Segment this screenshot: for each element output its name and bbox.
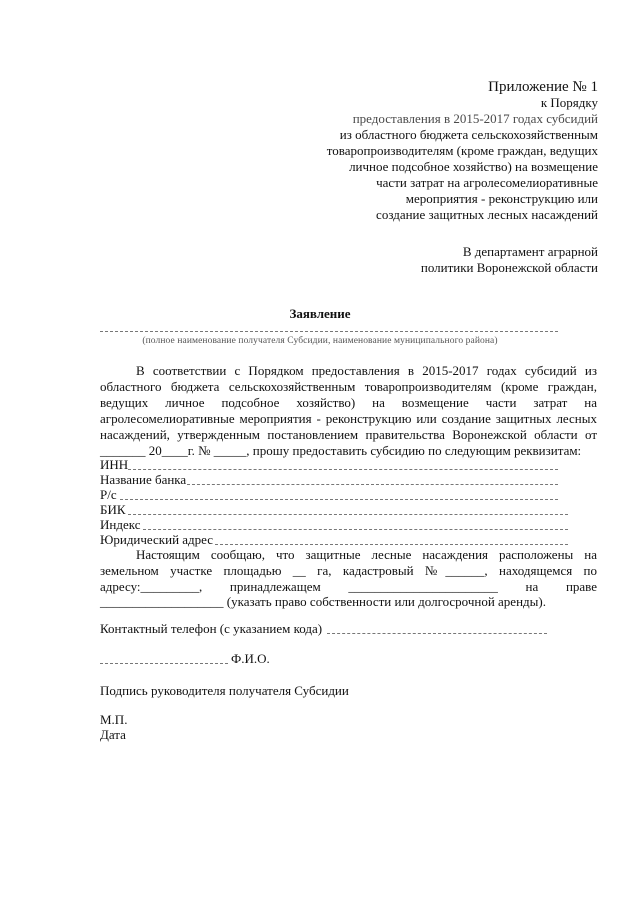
- body-date-line: _______ 20____г. № _____, прошу предоставить субсидию по следующим реквизитам:: [100, 443, 582, 458]
- contact-phone-field[interactable]: [327, 633, 547, 634]
- account-label: Р/с: [100, 487, 117, 502]
- appendix-line: предоставления в 2015-2017 годах субсидий: [352, 111, 598, 126]
- index-label: Индекс: [100, 517, 141, 532]
- body-line: областного бюджета сельскохозяйственным товаропроизводителям (кроме граждан,: [100, 379, 597, 394]
- body-line: агролесомелиоративные мероприятия - реконструкцию или создание защитных лесных: [100, 411, 597, 426]
- contact-phone-label: Контактный телефон (с указанием кода): [100, 621, 323, 636]
- bik-label: БИК: [100, 502, 126, 517]
- body-line: ведущих личное подсобное хозяйство) на возмещение части затрат на: [100, 395, 597, 410]
- inn-field[interactable]: [128, 469, 558, 470]
- appendix-line: мероприятия - реконструкцию или: [405, 191, 598, 206]
- body-line: В соответствии с Порядком предоставления в 2015-2017 годах субсидий из: [136, 363, 597, 378]
- body-line: насаждений, утвержденным постановлением правительства Воронежской области от: [100, 427, 597, 442]
- index-field[interactable]: [143, 529, 568, 530]
- addressee-line: политики Воронежской области: [420, 260, 598, 275]
- applicant-name-caption: (полное наименование получателя Субсидии, наименование муниципального района): [142, 336, 498, 346]
- notice-line: земельном участке площадью __ га, кадастровый №______, находящемся по: [100, 563, 597, 578]
- account-field[interactable]: [120, 499, 558, 500]
- appendix-line: из областного бюджета сельскохозяйственным: [339, 127, 598, 142]
- bank-name-label: Название банка: [100, 472, 187, 487]
- notice-line: Настоящим сообщаю, что защитные лесные насаждения расположены на: [136, 547, 597, 562]
- fio-signature-line[interactable]: [100, 663, 228, 664]
- notice-last-line: ___________________ (указать право собственности или долгосрочной аренды).: [100, 594, 546, 609]
- inn-label: ИНН: [100, 457, 129, 472]
- appendix-line: к Порядку: [540, 95, 598, 110]
- document-heading: Заявление: [289, 306, 351, 321]
- appendix-title: Приложение № 1: [488, 79, 598, 95]
- legal-address-label: Юридический адрес: [100, 532, 214, 547]
- addressee-line: В департамент аграрной: [462, 244, 598, 259]
- legal-address-field[interactable]: [215, 544, 568, 545]
- fio-label: Ф.И.О.: [231, 651, 270, 666]
- bik-field[interactable]: [128, 514, 568, 515]
- signature-label: Подпись руководителя получателя Субсидии: [100, 683, 349, 698]
- applicant-name-line: [100, 331, 558, 332]
- stamp-label: М.П.: [100, 712, 128, 727]
- notice-line: адресу:_________, принадлежащем _______________________ на праве: [100, 579, 597, 594]
- appendix-line: создание защитных лесных насаждений: [376, 207, 598, 222]
- appendix-line: товаропроизводителям (кроме граждан, ведущих: [326, 143, 598, 158]
- bank-name-field[interactable]: [187, 484, 558, 485]
- appendix-line: части затрат на агролесомелиоративные: [376, 175, 598, 190]
- date-label: Дата: [100, 727, 126, 742]
- appendix-line: личное подсобное хозяйство) на возмещение: [349, 159, 598, 174]
